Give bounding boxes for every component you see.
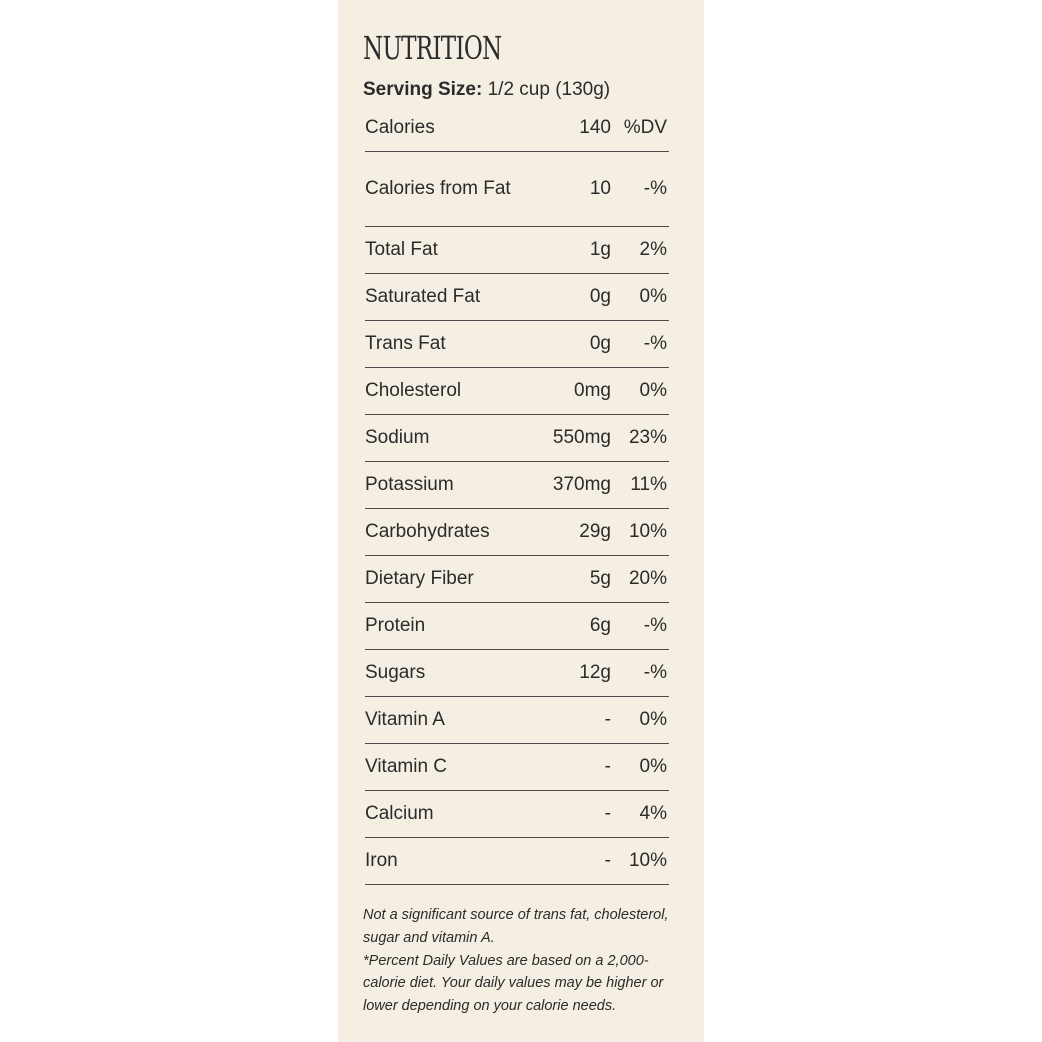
nutrient-amount: - (515, 743, 621, 790)
nutrient-amount: 29g (515, 508, 621, 555)
nutrition-row (365, 151, 669, 226)
nutrient-daily-value: -% (621, 320, 669, 367)
nutrient-amount: - (515, 837, 621, 884)
nutrition-row (365, 320, 669, 367)
serving-size (363, 78, 610, 102)
nutrient-amount: 550mg (515, 414, 621, 461)
nutrition-table (365, 104, 669, 885)
nutrition-row (365, 226, 669, 273)
nutrient-name: Calories from Fat (365, 151, 515, 226)
nutrient-amount: 0mg (515, 367, 621, 414)
nutrient-daily-value: 0% (621, 273, 669, 320)
nutrition-panel (338, 0, 704, 1042)
nutrient-daily-value: %DV (621, 104, 669, 151)
nutrient-name: Calories (365, 104, 515, 151)
nutrition-row (365, 508, 669, 555)
nutrition-row (365, 367, 669, 414)
nutrient-amount: 5g (515, 555, 621, 602)
nutrient-name: Calcium (365, 790, 515, 837)
nutrient-daily-value: -% (621, 151, 669, 226)
nutrient-daily-value: 10% (621, 837, 669, 884)
footnote-daily-values: *Percent Daily Values are based on a 2,000-calorie diet. Your daily values may be higher or lower depending on your calorie needs. (363, 952, 664, 1015)
nutrient-name: Sodium (365, 414, 515, 461)
nutrient-amount: 0g (515, 273, 621, 320)
nutrient-amount: 12g (515, 649, 621, 696)
nutrition-row (365, 273, 669, 320)
nutrient-name: Protein (365, 602, 515, 649)
nutrition-row (365, 461, 669, 508)
nutrient-daily-value: 20% (621, 555, 669, 602)
nutrition-row (365, 837, 669, 884)
nutrient-name: Carbohydrates (365, 508, 515, 555)
nutrition-row (365, 104, 669, 151)
nutrient-name: Iron (365, 837, 515, 884)
nutrient-daily-value: 10% (621, 508, 669, 555)
nutrient-daily-value: 0% (621, 696, 669, 743)
nutrient-amount: 0g (515, 320, 621, 367)
nutrient-daily-value: 23% (621, 414, 669, 461)
nutrient-name: Saturated Fat (365, 273, 515, 320)
nutrient-daily-value: 2% (621, 226, 669, 273)
nutrition-row (365, 602, 669, 649)
nutrient-amount: 1g (515, 226, 621, 273)
nutrient-name: Sugars (365, 649, 515, 696)
serving-size-value: 1/2 cup (130g) (487, 79, 611, 100)
serving-size-label: Serving Size: (363, 79, 483, 100)
nutrient-daily-value: 11% (621, 461, 669, 508)
nutrition-row (365, 743, 669, 790)
nutrient-name: Potassium (365, 461, 515, 508)
footnote-significant-source: Not a significant source of trans fat, cholesterol, sugar and vitamin A. (363, 907, 669, 946)
nutrition-row (365, 555, 669, 602)
nutrition-row (365, 696, 669, 743)
nutrition-row (365, 790, 669, 837)
nutrition-title: NUTRITION (363, 29, 502, 67)
nutrition-row (365, 414, 669, 461)
nutrient-amount: 140 (515, 104, 621, 151)
nutrient-name: Vitamin A (365, 696, 515, 743)
nutrient-amount: 370mg (515, 461, 621, 508)
footnotes (363, 904, 679, 1018)
nutrient-name: Vitamin C (365, 743, 515, 790)
nutrient-daily-value: 0% (621, 743, 669, 790)
nutrient-amount: 10 (515, 151, 621, 226)
nutrient-name: Trans Fat (365, 320, 515, 367)
nutrition-row (365, 649, 669, 696)
nutrient-amount: 6g (515, 602, 621, 649)
nutrient-name: Dietary Fiber (365, 555, 515, 602)
nutrient-daily-value: -% (621, 602, 669, 649)
nutrient-daily-value: 4% (621, 790, 669, 837)
nutrient-name: Cholesterol (365, 367, 515, 414)
nutrient-daily-value: 0% (621, 367, 669, 414)
nutrient-daily-value: -% (621, 649, 669, 696)
nutrient-amount: - (515, 696, 621, 743)
nutrient-amount: - (515, 790, 621, 837)
nutrient-name: Total Fat (365, 226, 515, 273)
